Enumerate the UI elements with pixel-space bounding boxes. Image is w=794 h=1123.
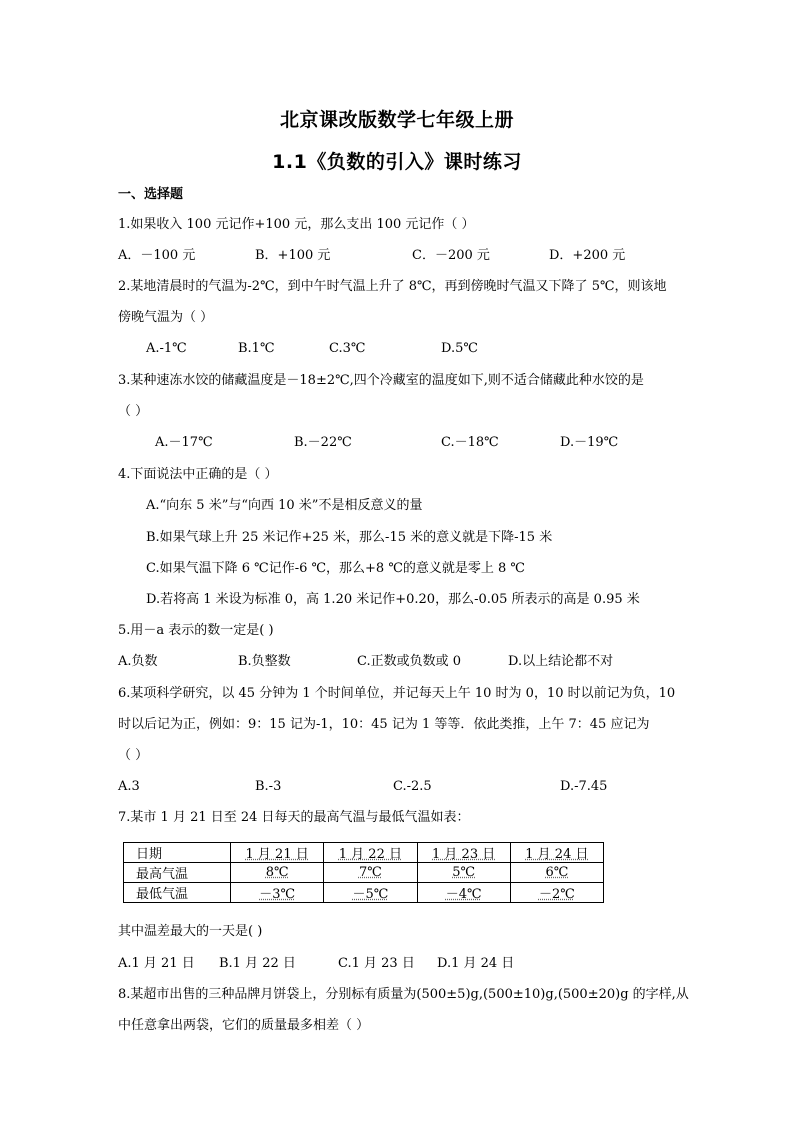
question-6-option-d: D.-7.45: [560, 779, 608, 794]
table-cell: 7℃: [324, 863, 417, 883]
question-3-option-c: C.－18℃: [441, 435, 499, 450]
table-cell: －2℃: [510, 883, 603, 903]
question-5-option-d: D.以上结论都不对: [508, 654, 614, 669]
question-2-stem-line-2: 傍晚气温为（ ）: [118, 310, 214, 325]
question-8-stem-line-2: 中任意拿出两袋，它们的质量最多相差（ ）: [118, 1018, 370, 1033]
table-header-cell: 1 月 24 日: [510, 843, 603, 863]
question-5-stem: 5.用－a 表示的数一定是( ): [118, 623, 274, 638]
question-2-stem-line-1: 2.某地清晨时的气温为-2℃，到中午时气温上升了 8℃，再到傍晚时气温又下降了 5℃，则该地: [118, 279, 667, 294]
question-4-option-a: A.“向东 5 米”与“向西 10 米”不是相反意义的量: [146, 498, 423, 513]
question-1-stem: 1.如果收入 100 元记作+100 元，那么支出 100 元记作（ ）: [118, 217, 475, 232]
question-6-stem-line-2: 时以后记为正，例如：9：15 记为-1，10：45 记为 1 等等．依此类推，上午 7：45 应记为: [118, 717, 650, 732]
question-5-option-a: A.负数: [118, 654, 158, 669]
table-cell: 5℃: [417, 863, 510, 883]
table-cell: 最低气温: [124, 883, 231, 903]
table-header-row: [124, 843, 604, 863]
table-header-cell: 1 月 21 日: [231, 843, 324, 863]
question-6-option-c: C.-2.5: [393, 779, 432, 794]
document-title: 北京课改版数学七年级上册: [279, 109, 514, 131]
question-4-option-c: C.如果气温下降 6 ℃记作-6 ℃，那么+8 ℃的意义就是零上 8 ℃: [146, 561, 525, 576]
question-8-stem-line-1: 8.某超市出售的三种品牌月饼袋上，分别标有质量为(500±5)g,(500±10)g,(500±20)g 的字样,从: [118, 987, 689, 1002]
question-3-option-d: D.－19℃: [560, 435, 619, 450]
question-2-option-d: D.5℃: [441, 341, 478, 356]
table-cell: 6℃: [510, 863, 603, 883]
question-7-option-c: C.1 月 23 日: [338, 956, 415, 971]
question-2-option-b: B.1℃: [238, 341, 275, 356]
temperature-table: [123, 842, 604, 903]
question-7-option-a: A.1 月 21 日: [118, 956, 195, 971]
table-cell: －4℃: [417, 883, 510, 903]
question-1-option-b: B．+100 元: [255, 248, 331, 263]
question-3-stem-line-2: （ ）: [118, 404, 149, 419]
section-heading: 一、选择题: [118, 187, 184, 202]
question-2-option-a: A.-1℃: [146, 341, 187, 356]
question-2-option-c: C.3℃: [329, 341, 366, 356]
table-cell: －3℃: [231, 883, 324, 903]
question-7-stem: 7.某市 1 月 21 日至 24 日每天的最高气温与最低气温如表：: [118, 810, 470, 825]
table-cell: －5℃: [324, 883, 417, 903]
question-1-option-d: D．+200 元: [549, 248, 626, 263]
table-row: [124, 863, 604, 883]
question-6-stem-line-1: 6.某项科学研究，以 45 分钟为 1 个时间单位，并记每天上午 10 时为 0，10 时以前记为负，10: [118, 686, 676, 701]
question-4-option-d: D.若将高 1 米设为标准 0，高 1.20 米记作+0.20，那么-0.05 所表示的高是 0.95 米: [146, 592, 640, 607]
table-cell: 最高气温: [124, 863, 231, 883]
question-6-stem-line-3: （ ）: [118, 748, 149, 763]
question-3-option-a: A.－17℃: [155, 435, 213, 450]
question-4-option-b: B.如果气球上升 25 米记作+25 米，那么-15 米的意义就是下降-15 米: [146, 530, 553, 545]
table-header-cell: 1 月 22 日: [324, 843, 417, 863]
question-7-follow-up: 其中温差最大的一天是( ): [118, 924, 263, 939]
question-7-option-b: B.1 月 22 日: [219, 956, 296, 971]
table-header-cell: 1 月 23 日: [417, 843, 510, 863]
question-5-option-b: B.负整数: [238, 654, 291, 669]
question-3-option-b: B.－22℃: [294, 435, 352, 450]
question-6-option-b: B.-3: [255, 779, 282, 794]
question-5-option-c: C.正数或负数或 0: [357, 654, 462, 669]
table-row: [124, 883, 604, 903]
question-1-option-c: C．－200 元: [412, 248, 490, 263]
question-7-option-d: D.1 月 24 日: [437, 956, 515, 971]
question-1-option-a: A．－100 元: [118, 248, 196, 263]
question-4-stem: 4.下面说法中正确的是（ ）: [118, 467, 278, 482]
document-subtitle: 1.1《负数的引入》课时练习: [272, 151, 522, 173]
table-cell: 8℃: [231, 863, 324, 883]
question-6-option-a: A.3: [118, 779, 140, 794]
table-header-cell: 日期: [124, 843, 231, 863]
question-3-stem-line-1: 3.某种速冻水饺的储藏温度是－18±2℃,四个冷藏室的温度如下,则不适合储藏此种水饺的是: [118, 373, 644, 388]
